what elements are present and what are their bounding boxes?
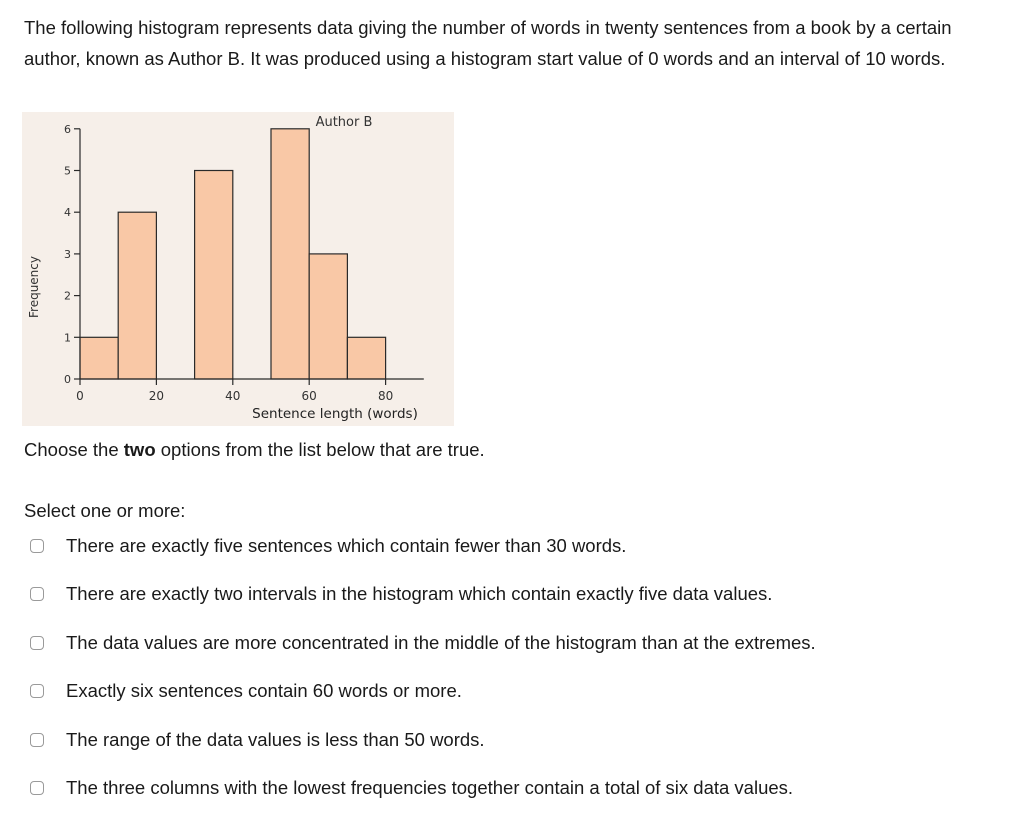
y-tick-label-1: 1 bbox=[64, 331, 71, 345]
question-text: The following histogram represents data giving the number of words in twenty sentences from a book by a certain author, known as Author B. It was produced using a histogram start value of 0 words and an interval of 10 words. bbox=[24, 17, 952, 69]
x-tick-label-40: 40 bbox=[225, 389, 241, 403]
instruction-suffix: options from the list below that are true. bbox=[155, 439, 485, 460]
histogram-bar-0-10 bbox=[80, 337, 118, 379]
x-tick-label-80: 80 bbox=[377, 389, 394, 403]
option-2[interactable] bbox=[30, 580, 816, 628]
histogram-svg bbox=[22, 112, 454, 426]
instruction-emphasis: two bbox=[123, 439, 156, 460]
y-tick-label-4: 4 bbox=[64, 206, 71, 220]
option-6-checkbox[interactable] bbox=[30, 781, 44, 795]
option-2-checkbox[interactable] bbox=[30, 587, 44, 601]
option-3[interactable] bbox=[30, 629, 816, 677]
histogram-bar-70-80 bbox=[347, 337, 385, 379]
y-tick-label-6: 6 bbox=[64, 122, 71, 136]
option-1-label[interactable]: There are exactly five sentences which contain fewer than 30 words. bbox=[66, 535, 627, 556]
y-tick-label-5: 5 bbox=[64, 164, 71, 178]
option-6-label[interactable]: The three columns with the lowest frequencies together contain a total of six data values. bbox=[66, 776, 794, 798]
option-1[interactable] bbox=[30, 532, 816, 580]
option-2-label[interactable]: There are exactly two intervals in the histogram which contain exactly five data values. bbox=[66, 583, 773, 605]
x-axis-label: Sentence length (words) bbox=[252, 406, 418, 422]
instruction-prefix: Choose the bbox=[24, 439, 124, 460]
histogram-bar-10-20 bbox=[118, 212, 156, 379]
histogram-bar-60-70 bbox=[309, 254, 347, 379]
histogram-bar-50-60 bbox=[271, 129, 309, 379]
option-5[interactable] bbox=[30, 726, 816, 774]
y-tick-label-2: 2 bbox=[64, 289, 71, 303]
y-tick-label-0: 0 bbox=[64, 373, 71, 386]
option-3-checkbox[interactable] bbox=[30, 636, 44, 650]
chart-title: Author B bbox=[315, 115, 373, 130]
instruction bbox=[24, 436, 485, 464]
option-4-checkbox[interactable] bbox=[30, 684, 44, 698]
select-prompt: Select one or more: bbox=[24, 500, 186, 521]
option-list bbox=[30, 532, 816, 822]
histogram-chart bbox=[22, 112, 454, 426]
option-5-label[interactable]: The range of the data values is less than 50 words. bbox=[66, 728, 485, 750]
option-6[interactable] bbox=[30, 774, 816, 822]
x-tick-label-0: 0 bbox=[76, 389, 84, 403]
x-tick-label-60: 60 bbox=[301, 389, 317, 403]
option-3-label[interactable]: The data values are more concentrated in the middle of the histogram than at the extremes. bbox=[66, 631, 816, 653]
option-4[interactable] bbox=[30, 677, 816, 725]
option-5-checkbox[interactable] bbox=[30, 733, 44, 747]
y-axis-label: Frequency bbox=[27, 256, 41, 318]
y-tick-label-3: 3 bbox=[64, 247, 71, 261]
option-4-label[interactable]: Exactly six sentences contain 60 words or more. bbox=[66, 680, 462, 702]
histogram-bar-30-40 bbox=[195, 171, 233, 380]
option-1-checkbox[interactable] bbox=[30, 539, 44, 553]
x-tick-label-20: 20 bbox=[148, 389, 165, 403]
